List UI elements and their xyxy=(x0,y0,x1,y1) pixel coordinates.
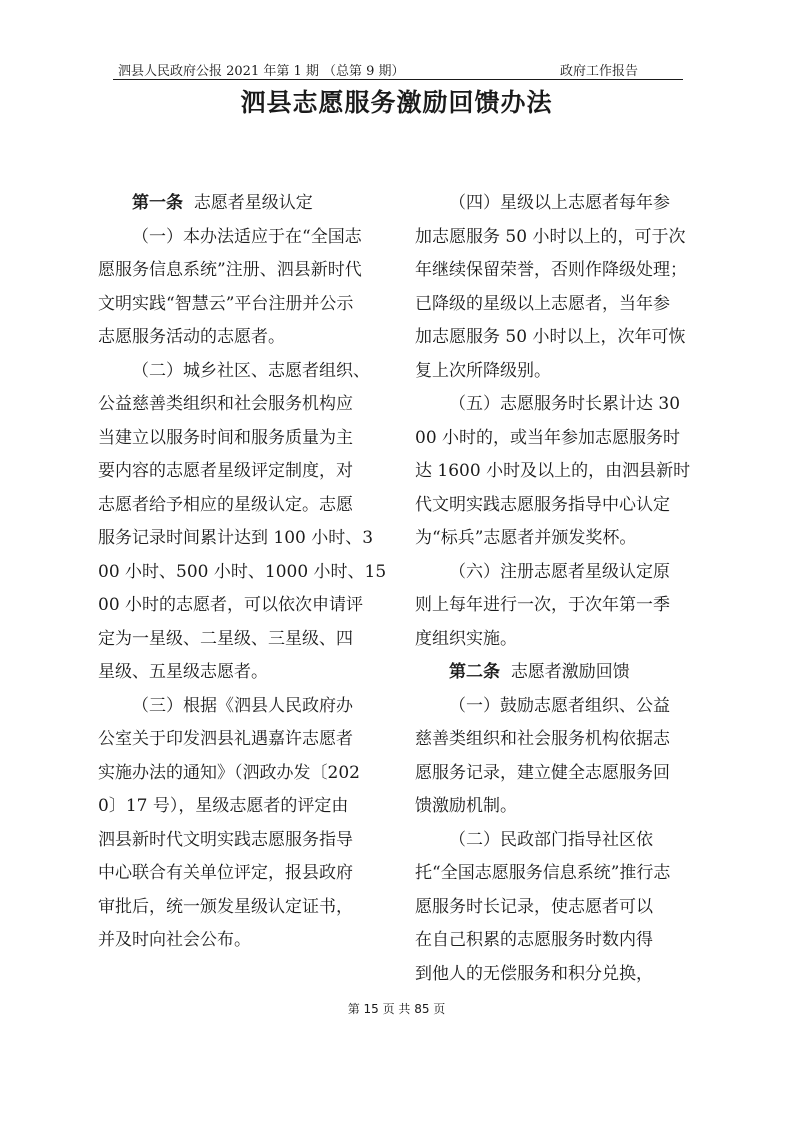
text-line: 加志愿服务 50 小时以上的，可于次 xyxy=(415,226,686,247)
article-1-title: 志愿者星级认定 xyxy=(193,193,313,213)
text-line: 00 小时的，或当年参加志愿服务时 xyxy=(415,427,681,448)
article-2-number: 第二条 xyxy=(449,662,500,682)
document-title: 泗县志愿服务激励回馈办法 xyxy=(240,88,553,117)
text-line: （四）星级以上志愿者每年参 xyxy=(449,193,670,213)
left-column xyxy=(98,187,398,958)
text-line: 慈善类组织和社会服务机构依据志 xyxy=(415,729,670,749)
text-line: 并及时向社会公布。 xyxy=(98,930,251,950)
text-line: 志愿服务活动的志愿者。 xyxy=(98,327,285,347)
text-line: 要内容的志愿者星级评定制度，对 xyxy=(98,461,353,481)
text-line: 0〕17 号），星级志愿者的评定由 xyxy=(98,796,349,816)
header-divider xyxy=(113,79,683,80)
text-line: （一）本办法适应于在“全国志 xyxy=(132,226,362,247)
text-line: 审批后，统一颁发星级认定证书， xyxy=(98,896,353,917)
text-line: 达 1600 小时及以上的，由泗县新时 xyxy=(415,461,691,481)
text-line: 公室关于印发泗县礼遇嘉许志愿者 xyxy=(98,729,353,749)
article-1-heading xyxy=(98,187,398,221)
text-line: 复上次所降级别。 xyxy=(415,360,551,381)
text-line: 馈激励机制。 xyxy=(415,796,517,816)
text-line: 年继续保留荣誉，否则作降级处理； xyxy=(415,260,687,280)
text-line: 泗县新时代文明实践志愿服务指导 xyxy=(98,829,353,850)
text-line: 定为一星级、二星级、三星级、四 xyxy=(98,628,353,649)
text-line: （五）志愿服务时长累计达 30 xyxy=(449,394,681,414)
text-line: （一）鼓励志愿者组织、公益 xyxy=(449,695,670,716)
text-line: 则上每年进行一次，于次年第一季 xyxy=(415,595,670,615)
text-line: 托“全国志愿服务信息系统”推行志 xyxy=(415,863,671,883)
article-2-title: 志愿者激励回馈 xyxy=(510,662,630,682)
text-line: 代文明实践志愿服务指导中心认定 xyxy=(415,494,670,515)
text-line: 00 小时的志愿者，可以依次申请评 xyxy=(98,595,364,615)
text-line: 已降级的星级以上志愿者，当年参 xyxy=(415,293,670,314)
text-line: 在自己积累的志愿服务时数内得 xyxy=(415,930,653,950)
article-1-number: 第一条 xyxy=(132,193,183,213)
running-header-right: 政府工作报告 xyxy=(560,64,639,79)
text-line: （二）城乡社区、志愿者组织、 xyxy=(132,360,370,381)
text-line: 加志愿服务 50 小时以上，次年可恢 xyxy=(415,327,686,347)
text-line: 度组织实施。 xyxy=(415,628,517,649)
text-line: 星级、五星级志愿者。 xyxy=(98,662,268,682)
page-number-footer: 第 15 页 共 85 页 xyxy=(347,1002,446,1016)
text-line: 为“标兵”志愿者并颁发奖杯。 xyxy=(415,528,637,548)
text-line: 到他人的无偿服务和积分兑换， xyxy=(415,963,653,984)
text-line: 00 小时、500 小时、1000 小时、15 xyxy=(98,561,387,582)
text-line: （六）注册志愿者星级认定原 xyxy=(449,561,670,582)
text-line: 公益慈善类组织和社会服务机构应 xyxy=(98,394,353,414)
text-line: （二）民政部门指导社区依 xyxy=(449,829,653,850)
text-line: 愿服务时长记录，使志愿者可以 xyxy=(415,896,653,917)
text-line: 文明实践“智慧云”平台注册并公示 xyxy=(98,293,354,314)
text-line: 实施办法的通知》（泗政办发〔202 xyxy=(98,762,360,783)
running-header-left: 泗县人民政府公报 2021 年第 1 期 （总第 9 期） xyxy=(118,64,405,79)
text-line: 志愿者给予相应的星级认定。志愿 xyxy=(98,494,353,515)
text-line: 愿服务信息系统”注册、泗县新时代 xyxy=(98,260,362,280)
text-line: 中心联合有关单位评定，报县政府 xyxy=(98,863,353,883)
right-column xyxy=(415,187,715,991)
text-line: 愿服务记录，建立健全志愿服务回 xyxy=(415,762,670,783)
text-line: （三）根据《泗县人民政府办 xyxy=(132,695,353,716)
article-2-heading xyxy=(415,656,715,690)
text-line: 服务记录时间累计达到 100 小时、3 xyxy=(98,528,374,548)
text-line: 当建立以服务时间和服务质量为主 xyxy=(98,427,353,448)
